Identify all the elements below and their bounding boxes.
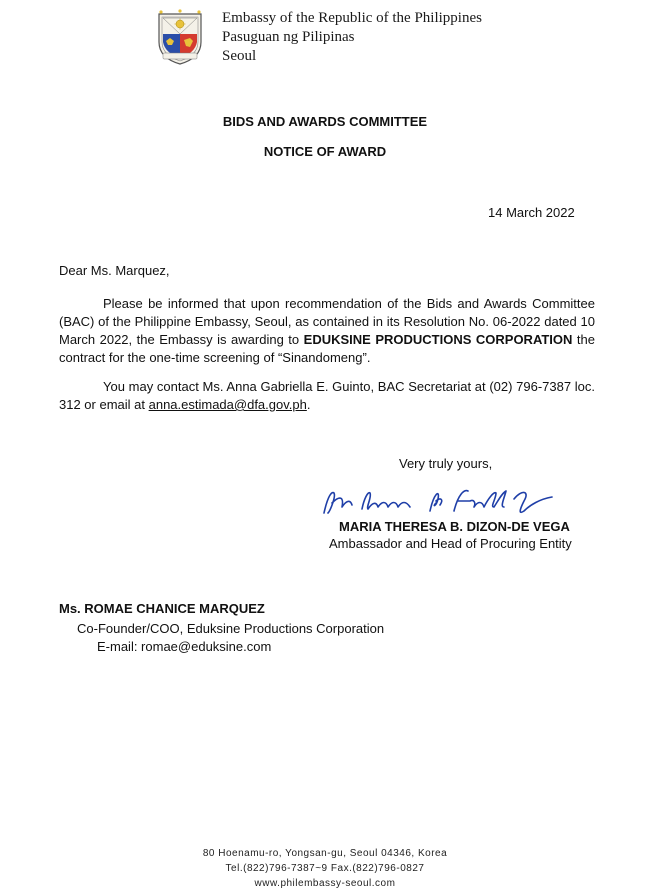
contact-paragraph [59, 378, 595, 414]
signer-title: Ambassador and Head of Procuring Entity [329, 536, 572, 551]
award-paragraph-text: Please be informed that upon recommendation of the Bids and Awards Committee (BAC) of the Philippine Embassy, Seoul, as contained in its Resolution No. 06-2022 dated 10 March 2022, the Embassy is awarding to [59, 296, 595, 347]
awardee-company: EDUKSINE PRODUCTIONS CORPORATION [303, 332, 573, 347]
letterhead-line-2: Pasuguan ng Pilipinas [222, 29, 355, 45]
footer-address: 80 Hoenamu-ro, Yongsan-gu, Seoul 04346, Korea [202, 848, 448, 859]
letterhead-line-3: Seoul [222, 48, 257, 64]
addressee-role: Co-Founder/COO, Eduksine Productions Corporation [77, 621, 385, 636]
letterhead [222, 9, 482, 66]
closing: Very truly yours, [399, 456, 493, 471]
committee-heading: BIDS AND AWARDS COMMITTEE [222, 114, 428, 129]
addressee-email: E-mail: romae@eduksine.com [97, 639, 272, 654]
handwritten-signature [318, 485, 568, 521]
notice-heading: NOTICE OF AWARD [263, 144, 387, 159]
addressee-name: Ms. ROMAE CHANICE MARQUEZ [59, 601, 265, 616]
letter-date: 14 March 2022 [488, 205, 575, 220]
award-paragraph [59, 295, 595, 367]
award-paragraph-text-end: the contract for the one-time screening of “Sinandomeng”. [59, 332, 596, 365]
letterhead-line-1: Embassy of the Republic of the Philippines [222, 10, 482, 26]
footer-website[interactable]: www.philembassy-seoul.com [254, 878, 396, 889]
footer [0, 846, 650, 889]
salutation: Dear Ms. Marquez, [59, 263, 170, 278]
contact-paragraph-text: You may contact Ms. Anna Gabriella E. Guinto, BAC Secretariat at (02) 796-7387 loc. 312 or email at [59, 379, 595, 412]
philippine-coat-of-arms-icon [153, 8, 207, 66]
secretariat-email-link[interactable]: anna.estimada@dfa.gov.ph [148, 397, 307, 412]
signer-name: MARIA THERESA B. DIZON-DE VEGA [339, 519, 570, 534]
footer-phone: Tel.(822)796-7387~9 Fax.(822)796-0827 [225, 863, 425, 874]
contact-paragraph-end: . [306, 397, 311, 412]
